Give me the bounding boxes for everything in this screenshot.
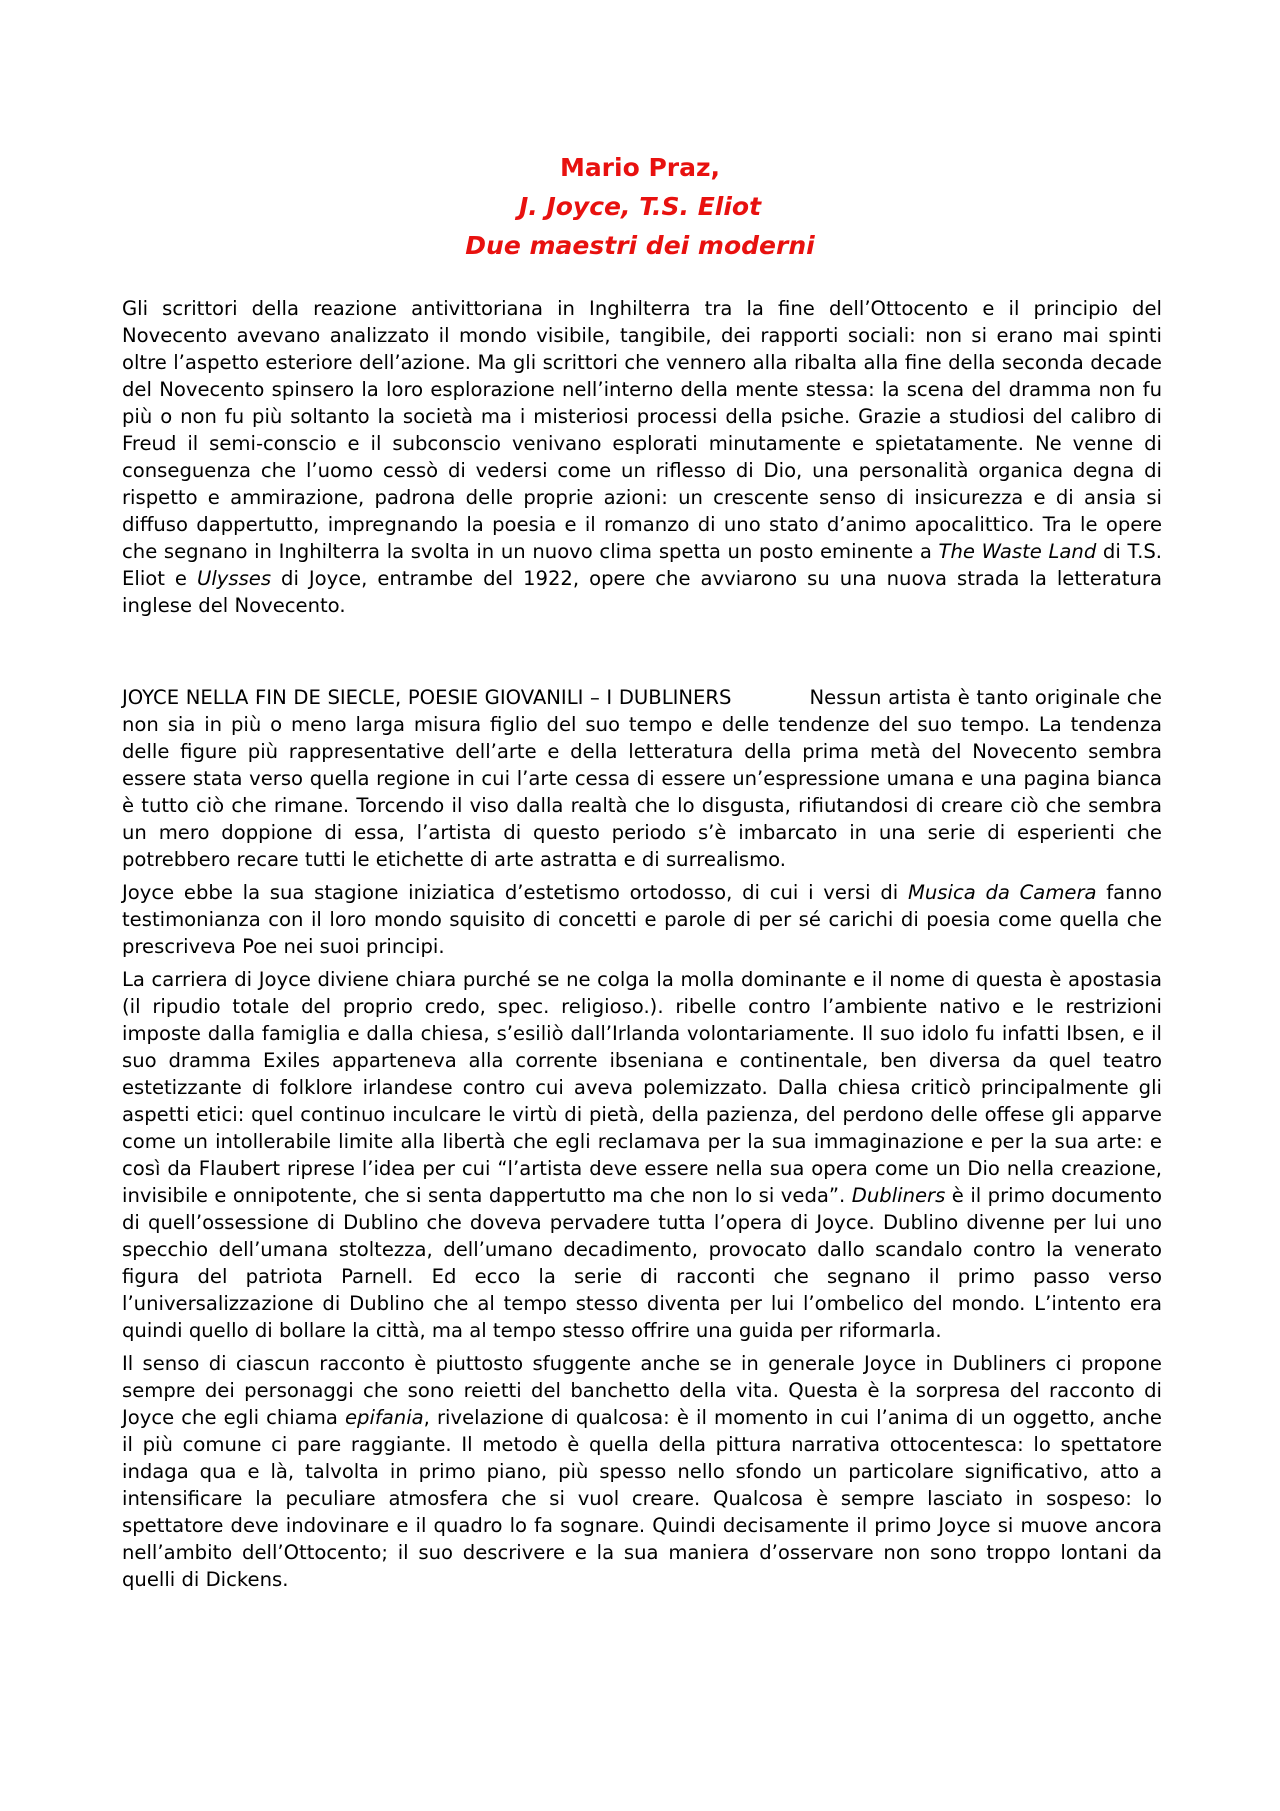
work-title-musica-da-camera: Musica da Camera (907, 881, 1097, 904)
section-p2-text-b: fanno testimonianza con il loro mondo squisito di concetti e parole di per sé carichi di poesia come quella che prescriveva Poe nei suoi principi. (122, 881, 1162, 958)
work-title-waste-land: The Waste Land (938, 540, 1097, 563)
section-p1-text: Nessun artista è tanto originale che non sia in più o meno larga misura figlio del suo tempo e delle tendenze del suo tempo. La tendenza delle figure più rappresentative dell’arte e della letteratura della prima metà del Novecento sembra essere stata verso quella regione in cui l’arte cessa di essere un’espressione umana e una pagina bianca è tutto ciò che rimane. Torcendo il viso dalla realtà che lo disgusta, rifiutandosi di creare ciò che sembra un mero doppione di essa, l’artista di questo periodo s’è imbarcato in una serie di esperienti che potrebbero recare tutti le etichette di arte astratta e di surrealismo. (122, 686, 1162, 871)
term-epifania: epifania (344, 1406, 424, 1429)
section-paragraph-3 (122, 966, 1162, 1344)
section-p4-text-b: , rivelazione di qualcosa: è il momento in cui l’anima di un oggetto, anche il più comune ci pare raggiante. Il metodo è quella della pittura narrativa ottocentesca: lo spettatore indaga qua e là, talvolta in primo piano, più spesso nello sfondo un particolare significativo, atto a intensificare la peculiare atmosfera che si vuol creare. Qualcosa è sempre lasciato in sospeso: lo spettatore deve indovinare e il quadro lo fa sognare. Quindi decisamente il primo Joyce si muove ancora nell’ambito dell’Ottocento; il suo descrivere e la sua maniera d’osservare non sono troppo lontani da quelli di Dickens. (122, 1406, 1162, 1591)
intro-text-2: di T.S. Eliot e (122, 540, 1162, 590)
section-paragraph-4 (122, 1350, 1162, 1593)
section-p2-text-a: Joyce ebbe la sua stagione iniziatica d’estetismo ortodosso, di cui i versi di (122, 881, 908, 904)
author-name: Mario Praz, (559, 153, 721, 182)
intro-paragraph-block (122, 295, 1162, 619)
section-p3-text-a: La carriera di Joyce diviene chiara purché se ne colga la molla dominante e il nome di questa è apostasia (il ripudio totale del proprio credo, spec. religioso.). ribelle contro l’ambiente nativo e le restrizioni imposte dalla famiglia e dalla chiesa, s’esiliò dall’Irlanda volontariamente. Il suo idolo fu infatti Ibsen, e il suo dramma Exiles apparteneva alla corrente ibseniana e continentale, ben diversa da quel teatro estetizzante di folklore irlandese contro cui aveva polemizzato. Dalla chiesa criticò principalmente gli aspetti etici: quel continuo inculcare le virtù di pietà, della pazienza, del perdono delle offese gli apparve come un intollerabile limite alla libertà che egli reclamava per la sua immaginazione e per la sua arte: e così da Flaubert riprese l’idea per cui “l’artista deve essere nella sua opera come un Dio nella creazione, invisibile e onnipotente, che si senta dappertutto ma che non lo si veda”. (122, 968, 1162, 1207)
section-paragraph-1 (122, 684, 1162, 873)
section-p3-text-b: è il primo documento di quell’ossessione di Dublino che doveva pervadere tutta l’opera di Joyce. Dublino divenne per lui uno specchio dell’umana stoltezza, dell’umano decadimento, provocato dallo scandalo contro la venerato figura del patriota Parnell. Ed ecco la serie di racconti che segnano il primo passo verso l’universalizzazione di Dublino che al tempo stesso diventa per lui l’ombelico del mondo. L’intento era quindi quello di bollare la città, ma al tempo stesso offrire una guida per riformarla. (122, 1184, 1162, 1342)
subtitle: J. Joyce, T.S. Eliot (518, 192, 762, 221)
section-p4-text-a: Il senso di ciascun racconto è piuttosto sfuggente anche se in generale Joyce in Dubliners ci propone sempre dei personaggi che sono reietti del banchetto della vita. Questa è la sorpresa del racconto di Joyce che egli chiama (122, 1352, 1162, 1429)
document-title: Due maestri dei moderni (465, 231, 815, 260)
title-block (0, 148, 1280, 265)
intro-text-1: Gli scrittori della reazione antivittoriana in Inghilterra tra la fine dell’Ottocento e il principio del Novecento avevano analizzato il mondo visibile, tangibile, dei rapporti sociali: non si erano mai spinti oltre l’aspetto esteriore dell’azione. Ma gli scrittori che vennero alla ribalta alla fine della seconda decade del Novecento spinsero la loro esplorazione nell’interno della mente stessa: la scena del dramma non fu più o non fu più soltanto la società ma i misteriosi processi della psiche. Grazie a studiosi del calibro di Freud il semi-conscio e il subconscio venivano esplorati minutamente e spietatamente. Ne venne di conseguenza che l’uomo cessò di vedersi come un riflesso di Dio, una personalità organica degna di rispetto e ammirazione, padrona delle proprie azioni: un crescente senso di insicurezza e di ansia si diffuso dappertutto, impregnando la poesia e il romanzo di uno stato d’animo apocalittico. Tra le opere che segnano in Inghilterra la svolta in un nuovo clima spetta un posto eminente a (122, 297, 1162, 563)
intro-paragraph (122, 295, 1162, 619)
work-title-dubliners: Dubliners (851, 1184, 946, 1207)
intro-text-3: di Joyce, entrambe del 1922, opere che avviarono su una nuova strada la letteratura inglese del Novecento. (122, 567, 1162, 617)
joyce-section (122, 684, 1162, 1593)
section-heading: JOYCE NELLA FIN DE SIECLE, POESIE GIOVANILI – I DUBLINERS (122, 686, 732, 709)
work-title-ulysses: Ulysses (196, 567, 272, 590)
section-paragraph-2 (122, 879, 1162, 960)
